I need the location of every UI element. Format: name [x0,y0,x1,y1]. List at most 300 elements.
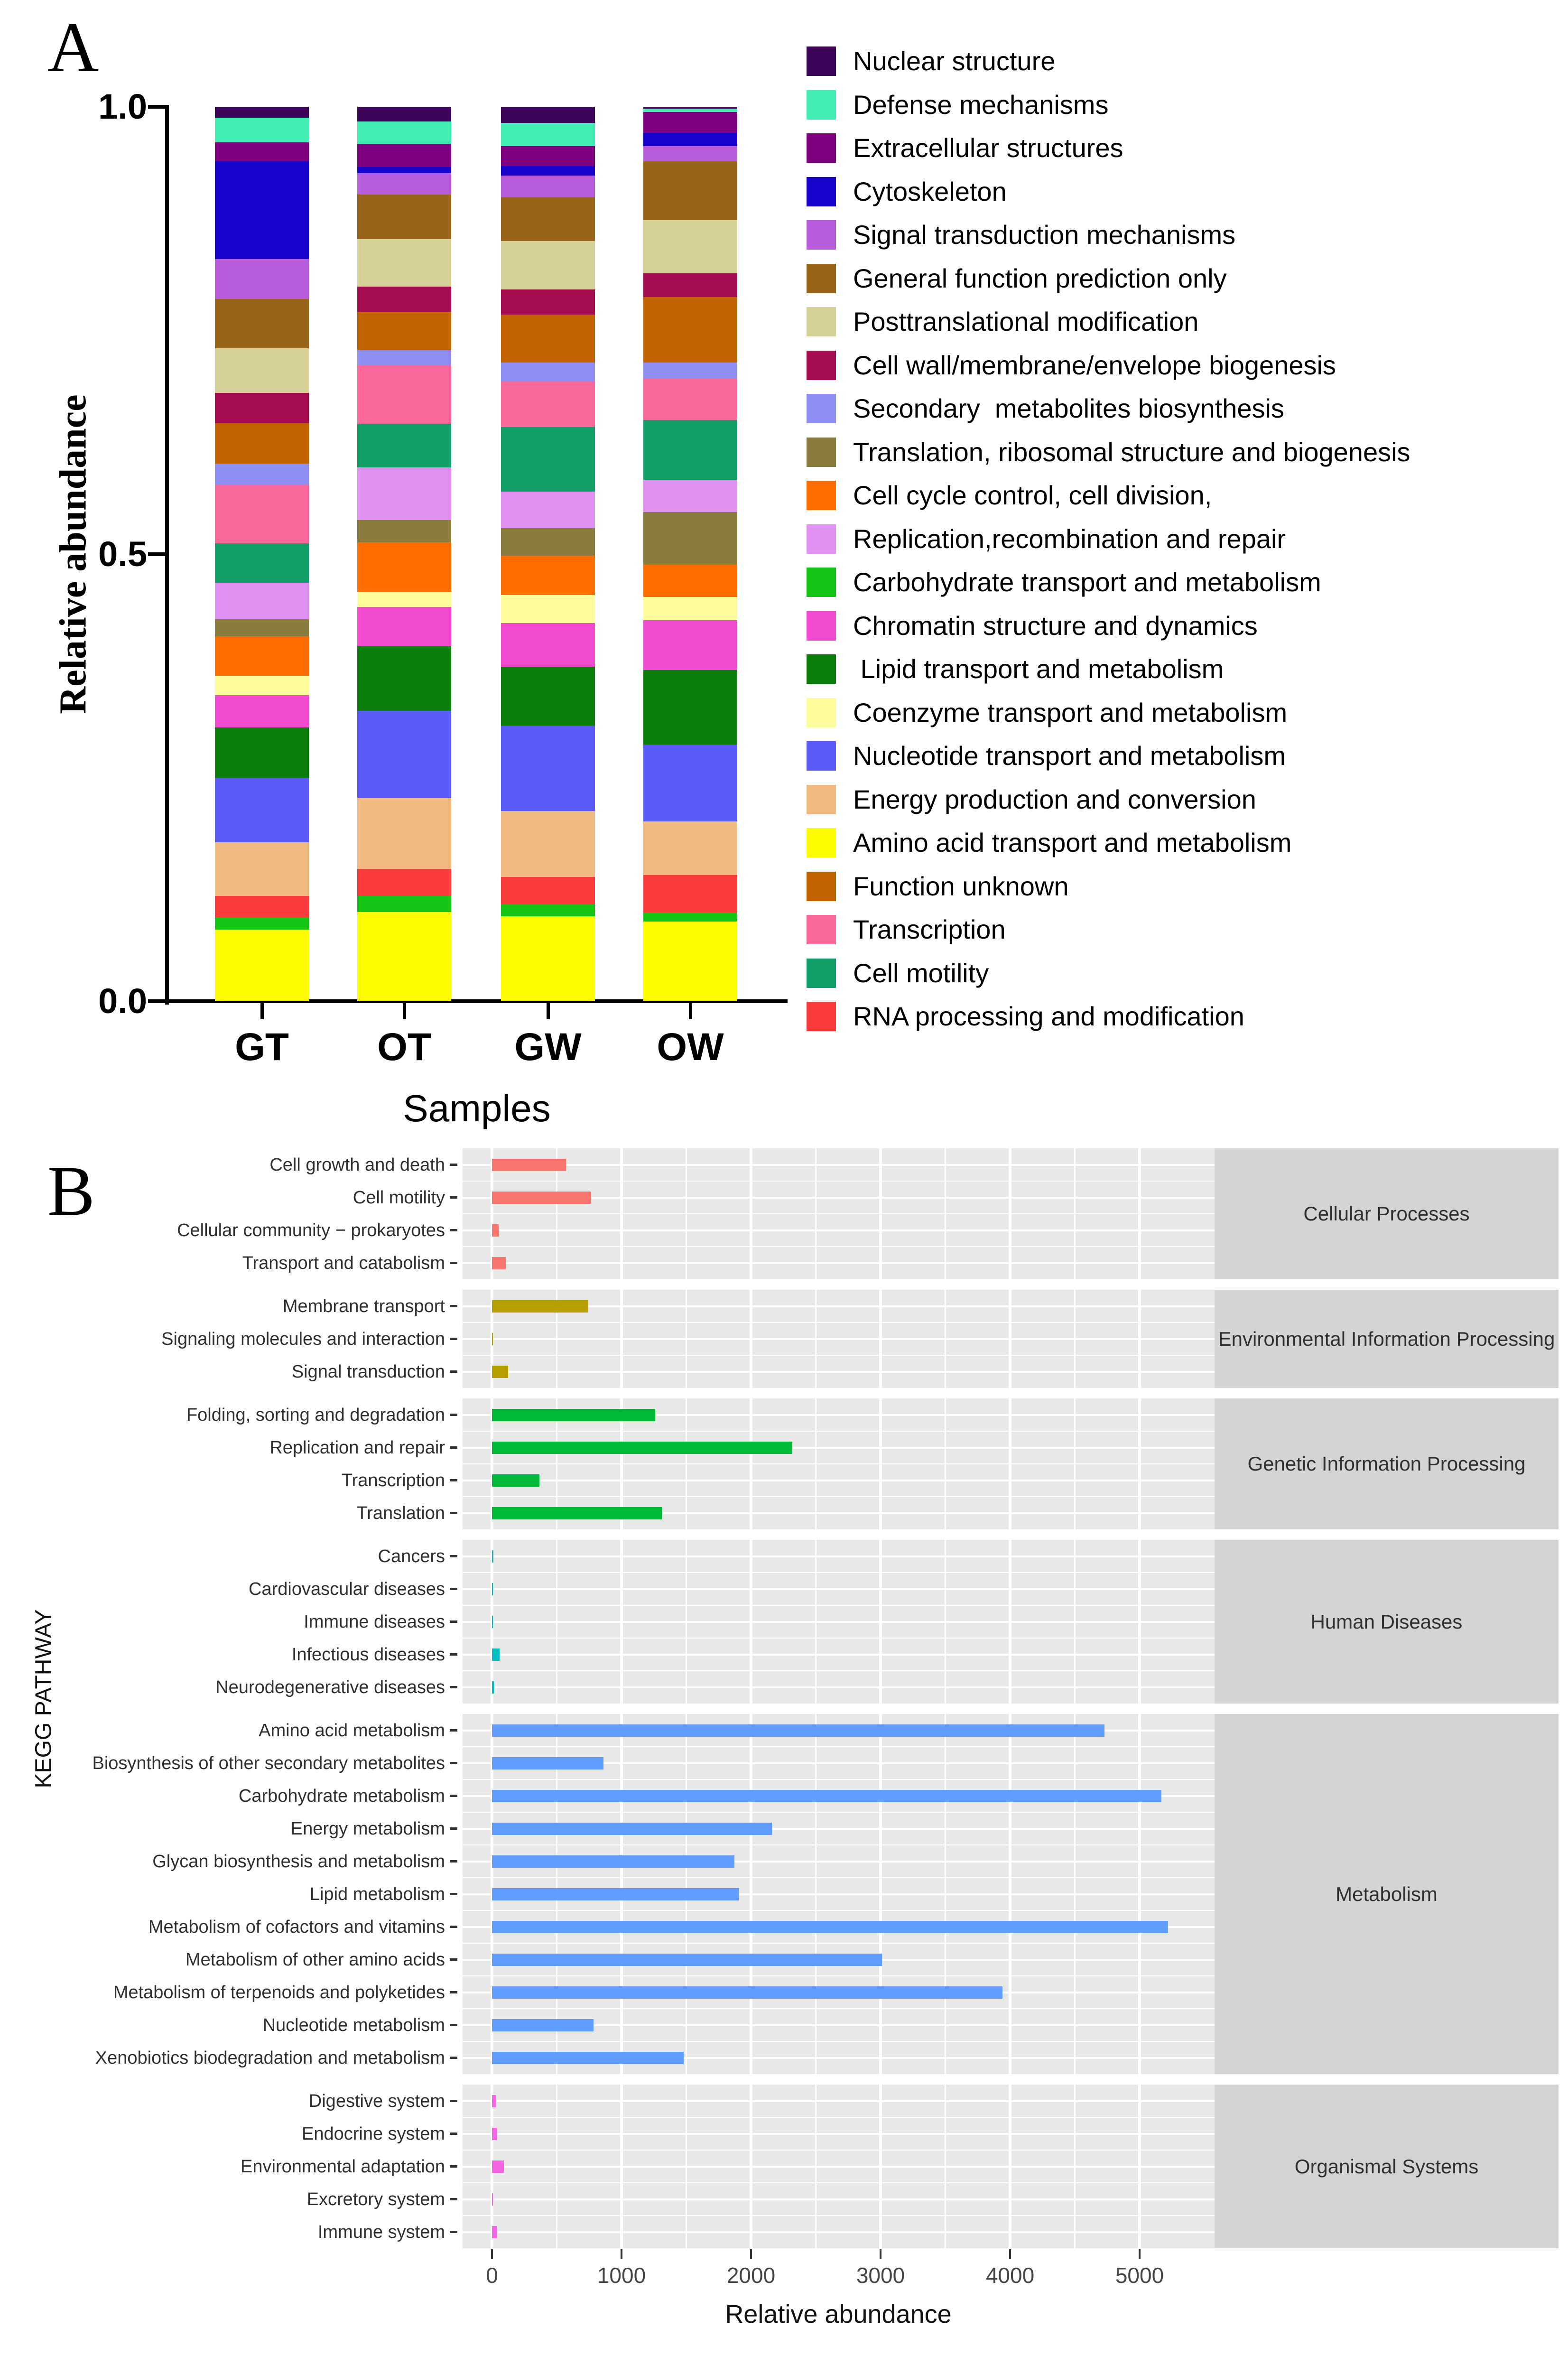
facet-strip [1215,1148,1559,1279]
row-tick-mark [450,1196,457,1199]
row-tick-mark [450,1555,457,1557]
bar-segment [215,118,309,143]
y-tick-label: 0.5 [98,534,147,574]
bar-metabolism-of-terpenoids-and-polyketides [492,1986,1002,1999]
x-axis-tick-mark [1009,2249,1011,2259]
sample-label-GT: GT [235,1025,289,1069]
row-label: Signal transduction [291,1361,445,1382]
bar-infectious-diseases [492,1648,500,1661]
bar-segment [501,492,595,528]
legend-label: Energy production and conversion [853,784,1256,814]
row-tick-mark [450,1827,457,1830]
legend-label: Function unknown [853,871,1069,901]
legend-label: Cell motility [853,958,989,988]
bar-segment [501,176,595,197]
legend-label: Signal transduction mechanisms [853,220,1236,250]
gridline-major [463,2198,1215,2200]
row-tick-mark [450,1893,457,1895]
gridline-major [463,1621,1215,1623]
bar-segment [501,904,595,916]
row-tick-mark [450,1991,457,1993]
bar-segment [643,875,737,913]
gridline-minor [463,1779,1215,1780]
stacked-bar-OW [643,107,737,1001]
gridline-major [463,1371,1215,1373]
x-axis-tick-mark [750,2249,752,2259]
facet-strip-label: Organismal Systems [1294,2155,1479,2178]
bar-segment [643,146,737,161]
legend-label: Secondary metabolites biosynthesis [853,393,1284,423]
gridline-major [463,1164,1215,1166]
facet-strip-label: Cellular Processes [1303,1202,1470,1225]
x-axis-tick-label: 5000 [1115,2263,1164,2288]
bar-translation [492,1507,662,1519]
gridline-minor [463,1746,1215,1747]
bar-segment [357,173,451,195]
bar-segment [215,348,309,393]
row-label: Environmental adaptation [241,2156,445,2177]
legend-swatch [807,264,836,293]
bar-cardiovascular-diseases [492,1583,493,1595]
bar-immune-system [492,2226,497,2238]
bar-segment [357,869,451,896]
row-tick-mark [450,1958,457,1961]
bar-segment [215,842,309,896]
row-label: Immune system [317,2222,445,2242]
bar-energy-metabolism [492,1823,772,1835]
row-label: Cellular community − prokaryotes [177,1220,445,1240]
panel-a-letter: A [47,8,99,87]
row-tick-mark [450,2133,457,2135]
stacked-bar-OT [357,107,451,1001]
bar-segment [643,112,737,132]
bar-cellular-community-prokaryotes [492,1224,499,1237]
row-tick-mark [450,2165,457,2168]
bar-segment [357,195,451,239]
bar-segment [501,623,595,667]
bar-segment [643,480,737,512]
row-label: Membrane transport [282,1296,445,1316]
bar-segment [215,423,309,464]
gridline-minor [463,1431,1215,1432]
panel-b-x-axis-title: Relative abundance [725,2300,952,2328]
facet-strip-label: Genetic Information Processing [1247,1453,1526,1475]
row-label: Cell growth and death [269,1155,445,1175]
bar-glycan-biosynthesis-and-metabolism [492,1855,734,1868]
x-axis-tick-mark [1139,2249,1141,2259]
bar-segment [643,620,737,670]
legend-swatch [807,741,836,771]
legend-label: Defense mechanisms [853,89,1109,120]
x-axis-tick-label: 4000 [985,2263,1035,2288]
row-label: Neurodegenerative diseases [215,1677,445,1697]
row-label: Glycan biosynthesis and metabolism [152,1851,445,1872]
row-label: Metabolism of cofactors and vitamins [148,1917,445,1937]
legend-swatch [807,133,836,163]
row-label: Cardiovascular diseases [249,1579,445,1599]
panel-a-x-axis-title: Samples [403,1087,551,1129]
row-label: Carbohydrate metabolism [238,1786,445,1806]
row-label: Excretory system [306,2189,445,2209]
y-tick-mark [148,552,167,556]
row-tick-mark [450,1229,457,1231]
bar-segment [643,363,737,379]
bar-signal-transduction [492,1366,508,1378]
bar-segment [643,420,737,480]
legend-swatch [807,568,836,597]
row-label: Replication and repair [269,1437,445,1458]
stacked-bar-GT [215,107,309,1001]
legend-swatch [807,177,836,206]
bar-segment [357,711,451,799]
row-label: Immune diseases [304,1611,445,1632]
row-tick-mark [450,1479,457,1481]
row-tick-mark [450,1729,457,1732]
legend-swatch [807,915,836,944]
x-axis-tick-label: 0 [486,2263,498,2288]
bar-segment [215,393,309,423]
x-axis-tick-mark [491,2249,493,2259]
gridline-minor [463,1670,1215,1671]
gridline-major [463,1588,1215,1590]
bar-endocrine-system [492,2128,497,2140]
facet-strip [1215,1540,1559,1704]
gridline-major [463,1480,1215,1481]
facet-strip [1215,1398,1559,1529]
gridline-minor [463,1943,1215,1944]
gridline-minor [463,1605,1215,1606]
legend-swatch [807,481,836,510]
facet-strip-label: Environmental Information Processing [1218,1327,1555,1350]
row-label: Metabolism of terpenoids and polyketides [113,1982,445,2002]
row-tick-mark [450,2231,457,2233]
legend-label: Amino acid transport and metabolism [853,828,1292,857]
gridline-minor [463,2008,1215,2009]
bar-segment [357,167,451,173]
bar-segment [501,382,595,427]
row-tick-mark [450,1620,457,1623]
bar-segment [643,670,737,745]
gridline-minor [463,2215,1215,2216]
bar-segment [357,467,451,520]
bar-segment [215,107,309,118]
panel-b-letter: B [47,1152,95,1230]
bar-segment [501,166,595,176]
gridline-minor [463,1572,1215,1573]
legend-label: Nuclear structure [853,46,1056,76]
bar-segment [215,695,309,727]
facet-strip [1215,1290,1559,1388]
bar-segment [215,778,309,842]
gridline-minor [463,1463,1215,1464]
facet-panel-organismal-systems [463,2085,1215,2248]
legend-swatch [807,220,836,250]
bar-segment [643,379,737,420]
gridline-major [463,1654,1215,1656]
facet-panel-human-diseases [463,1540,1215,1704]
bar-signaling-molecules-and-interaction [492,1333,493,1345]
legend-swatch [807,394,836,423]
bar-metabolism-of-cofactors-and-vitamins [492,1921,1168,1933]
legend-swatch [807,1002,836,1031]
legend-swatch [807,785,836,814]
bar-segment [215,142,309,161]
bar-segment [643,913,737,922]
bar-segment [643,273,737,298]
row-tick-mark [450,1512,457,1514]
row-label: Transport and catabolism [242,1253,445,1273]
bar-segment [501,595,595,623]
row-tick-mark [450,1653,457,1656]
legend-label: Cell wall/membrane/envelope biogenesis [853,350,1336,380]
bar-segment [357,144,451,167]
legend-label: Translation, ribosomal structure and biogenesis [853,437,1410,467]
bar-nucleotide-metabolism [492,2019,594,2031]
legend-swatch [807,351,836,380]
x-axis-tick-label: 3000 [856,2263,905,2288]
bar-segment [501,427,595,492]
gridline-minor [463,1246,1215,1247]
bar-segment [357,424,451,467]
bar-segment [357,607,451,646]
bar-segment [501,667,595,726]
legend-swatch [807,90,836,120]
bar-segment [215,676,309,696]
legend-label: Cytoskeleton [853,176,1007,206]
row-label: Transcription [341,1470,445,1490]
facet-strip-label: Human Diseases [1310,1610,1463,1633]
row-tick-mark [450,2057,457,2059]
gridline-major [463,1262,1215,1264]
bar-segment [501,107,595,123]
bar-transport-and-catabolism [492,1257,506,1269]
legend-swatch [807,698,836,727]
row-tick-mark [450,1370,457,1373]
bar-segment [215,299,309,348]
bar-segment [215,464,309,484]
facet-strip [1215,2085,1559,2248]
legend-swatch [807,959,836,988]
gridline-major [463,2231,1215,2233]
facet-panel-environmental-information-processing [463,1290,1215,1388]
legend-label: Coenzyme transport and metabolism [853,697,1288,727]
row-label: Cancers [378,1546,445,1566]
bar-segment [501,123,595,146]
row-label: Digestive system [308,2091,445,2111]
gridline-minor [463,1877,1215,1878]
panel-a-y-axis-title: Relative abundance [52,394,94,714]
sample-label-GW: GW [514,1025,582,1069]
bar-segment [501,811,595,877]
gridline-major [463,2166,1215,2168]
bar-segment [215,917,309,930]
bar-segment [357,287,451,312]
row-label: Biosynthesis of other secondary metabolites [92,1753,445,1773]
legend-label: Transcription [853,914,1006,944]
stacked-bar-GW [501,107,595,1001]
bar-lipid-metabolism [492,1888,739,1900]
row-label: Amino acid metabolism [259,1720,445,1741]
facet-panel-metabolism [463,1714,1215,2074]
legend-label: Carbohydrate transport and metabolism [853,567,1321,597]
facet-strip [1215,1714,1559,2074]
gridline-minor [463,2117,1215,2118]
legend-label: Replication,recombination and repair [853,523,1286,554]
bar-segment [643,922,737,1001]
legend-swatch [807,47,836,76]
legend-label: Extracellular structures [853,133,1123,163]
gridline-minor [463,1181,1215,1182]
row-tick-mark [450,1338,457,1340]
facet-strip-label: Metabolism [1336,1882,1438,1905]
bar-segment [215,636,309,676]
bar-segment [643,745,737,821]
gridline-minor [463,1355,1215,1356]
bar-segment [357,592,451,607]
bar-segment [501,241,595,289]
legend-label: Posttranslational modification [853,307,1199,336]
gridline-minor [463,1213,1215,1214]
bar-excretory-system [492,2193,493,2206]
row-label: Signaling molecules and interaction [161,1329,445,1349]
bar-segment [215,583,309,619]
y-tick-label: 0.0 [98,981,147,1021]
bar-xenobiotics-biodegradation-and-metabolism [492,2052,684,2064]
legend-label: Lipid transport and metabolism [853,654,1224,684]
bar-digestive-system [492,2095,496,2107]
bar-environmental-adaptation [492,2160,504,2173]
bar-segment [357,896,451,912]
sample-label-OT: OT [377,1025,431,1069]
bar-segment [643,109,737,112]
legend-swatch [807,438,836,467]
row-label: Metabolism of other amino acids [185,1949,445,1970]
bar-biosynthesis-of-other-secondary-metabolites [492,1757,603,1769]
bar-carbohydrate-metabolism [492,1790,1161,1802]
bar-segment [501,363,595,382]
bar-segment [357,239,451,287]
legend-label: RNA processing and modification [853,1001,1244,1031]
bar-cancers [492,1550,493,1563]
legend-label: Nucleotide transport and metabolism [853,741,1286,771]
row-label: Infectious diseases [291,1644,445,1665]
legend-swatch [807,872,836,901]
facet-panel-cellular-processes [463,1148,1215,1279]
gridline-major [463,1229,1215,1231]
x-tick-mark [260,1003,264,1019]
bar-segment [215,484,309,543]
row-tick-mark [450,1305,457,1307]
bar-segment [643,297,737,363]
row-label: Folding, sorting and degradation [186,1405,445,1425]
x-axis-tick-mark [880,2249,881,2259]
gridline-minor [463,1844,1215,1845]
x-tick-mark [689,1003,692,1019]
row-tick-mark [450,1446,457,1449]
gridline-minor [463,2041,1215,2042]
bar-segment [643,220,737,273]
row-tick-mark [450,1686,457,1688]
bar-segment [357,107,451,121]
bar-segment [643,512,737,565]
bar-transcription [492,1474,539,1487]
bar-segment [357,798,451,869]
x-tick-mark [403,1003,406,1019]
legend-swatch [807,307,836,336]
bar-amino-acid-metabolism [492,1724,1104,1737]
bar-segment [215,896,309,917]
bar-segment [215,619,309,636]
gridline-minor [463,1638,1215,1639]
gridline-minor [463,1322,1215,1323]
x-axis-tick-mark [621,2249,622,2259]
bar-segment [357,542,451,592]
bar-segment [501,197,595,241]
row-tick-mark [450,1414,457,1416]
bar-segment [501,877,595,904]
row-label: Lipid metabolism [309,1884,445,1904]
bar-segment [215,259,309,299]
gridline-major [463,1686,1215,1688]
bar-segment [501,556,595,595]
x-axis-tick-label: 2000 [726,2263,776,2288]
legend-swatch [807,524,836,554]
legend-swatch [807,654,836,684]
row-label: Nucleotide metabolism [262,2015,445,2035]
bar-segment [215,161,309,259]
bar-segment [357,350,451,365]
gridline-minor [463,2182,1215,2183]
row-tick-mark [450,1164,457,1166]
gridline-major [463,2100,1215,2102]
bar-cell-motility [492,1192,591,1204]
bar-neurodegenerative-diseases [492,1681,494,1694]
bar-segment [215,727,309,778]
bar-segment [501,916,595,1001]
bar-immune-diseases [492,1616,493,1628]
row-tick-mark [450,1262,457,1264]
bar-segment [643,821,737,875]
y-tick-mark [148,105,167,109]
bar-segment [643,565,737,597]
bar-segment [357,520,451,542]
y-tick-mark [148,999,167,1003]
bar-segment [357,121,451,144]
legend-label: General function prediction only [853,263,1227,293]
bar-segment [357,912,451,1002]
bar-segment [643,597,737,620]
bar-folding-sorting-and-degradation [492,1409,655,1421]
x-axis-tick-label: 1000 [597,2263,646,2288]
sample-label-OW: OW [657,1025,724,1069]
row-label: Energy metabolism [290,1818,445,1839]
bar-segment [501,726,595,810]
bar-replication-and-repair [492,1442,792,1454]
row-tick-mark [450,2024,457,2026]
gridline-minor [463,1910,1215,1911]
row-label: Endocrine system [301,2123,445,2144]
legend-label: Chromatin structure and dynamics [853,610,1258,641]
row-tick-mark [450,1926,457,1928]
bar-segment [215,930,309,1001]
legend-swatch [807,611,836,641]
legend-label: Cell cycle control, cell division, [853,480,1212,510]
bar-segment [215,543,309,583]
gridline-major [463,1338,1215,1340]
gridline-major [463,2133,1215,2135]
row-tick-mark [450,1795,457,1797]
row-label: Xenobiotics biodegradation and metabolism [95,2048,445,2068]
